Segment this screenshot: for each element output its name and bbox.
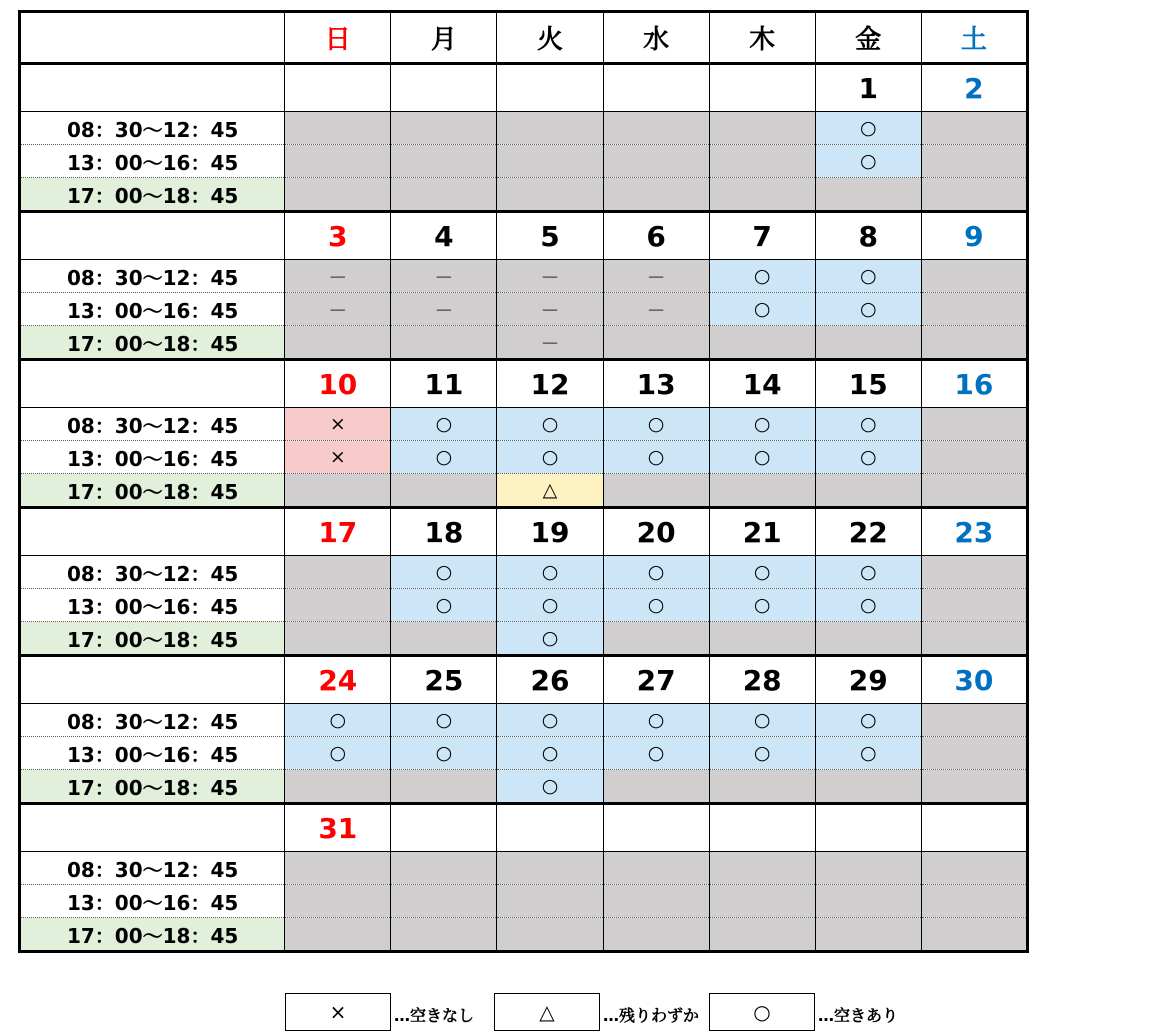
slot-cell-none: [815, 474, 921, 508]
legend-label-few: …残りわずか: [603, 1006, 700, 1025]
date-cell: [603, 804, 709, 852]
slot-cell-none: －: [603, 293, 709, 326]
slot-cell-none: [391, 852, 497, 885]
date-cell: 29: [815, 656, 921, 704]
slot-cell-none: [497, 178, 603, 212]
slot-cell-open[interactable]: ○: [815, 441, 921, 474]
slot-cell-none: [709, 474, 815, 508]
time-slot-row: [20, 145, 1028, 178]
weekday-header-5: 金: [815, 12, 921, 64]
slot-cell-none: [285, 770, 391, 804]
time-slot-label: 17：00〜18：45: [20, 918, 285, 952]
time-slot-label: 17：00〜18：45: [20, 622, 285, 656]
slot-cell-none: [497, 885, 603, 918]
time-slot-label: 13：00〜16：45: [20, 589, 285, 622]
date-cell: 5: [497, 212, 603, 260]
slot-cell-open[interactable]: ○: [497, 589, 603, 622]
time-slot-row: [20, 704, 1028, 737]
slot-cell-none: [497, 918, 603, 952]
slot-cell-open[interactable]: ○: [603, 408, 709, 441]
slot-cell-open[interactable]: ○: [391, 589, 497, 622]
date-cell: [709, 804, 815, 852]
slot-cell-open[interactable]: ○: [391, 441, 497, 474]
date-cell: 25: [391, 656, 497, 704]
slot-cell-none: [921, 474, 1027, 508]
date-cell: 30: [921, 656, 1027, 704]
slot-cell-open[interactable]: ○: [709, 260, 815, 293]
week-date-row: [20, 360, 1028, 408]
slot-cell-none: [391, 178, 497, 212]
week-date-row: [20, 804, 1028, 852]
slot-cell-open[interactable]: ○: [391, 704, 497, 737]
week-label-blank: [20, 64, 285, 112]
slot-cell-open[interactable]: ○: [391, 737, 497, 770]
slot-cell-none: －: [285, 293, 391, 326]
slot-cell-none: [921, 622, 1027, 656]
date-cell: 7: [709, 212, 815, 260]
date-cell: 21: [709, 508, 815, 556]
slot-cell-none: [921, 737, 1027, 770]
slot-cell-none: [603, 770, 709, 804]
slot-cell-none: [391, 885, 497, 918]
date-cell: [497, 64, 603, 112]
week-label-blank: [20, 360, 285, 408]
slot-cell-none: [391, 918, 497, 952]
slot-cell-none: [921, 178, 1027, 212]
slot-cell-open[interactable]: ○: [285, 737, 391, 770]
time-slot-row: [20, 293, 1028, 326]
time-slot-label: 17：00〜18：45: [20, 326, 285, 360]
date-cell: [285, 64, 391, 112]
week-date-row: [20, 64, 1028, 112]
slot-cell-none: [603, 145, 709, 178]
slot-cell-none: [709, 885, 815, 918]
slot-cell-none: [709, 145, 815, 178]
time-slot-label: 13：00〜16：45: [20, 293, 285, 326]
slot-cell-none: [709, 770, 815, 804]
date-cell: [921, 804, 1027, 852]
slot-cell-full: ×: [285, 408, 391, 441]
slot-cell-open[interactable]: ○: [497, 737, 603, 770]
time-slot-label: 08：30〜12：45: [20, 112, 285, 145]
time-slot-row: [20, 589, 1028, 622]
slot-cell-none: －: [391, 260, 497, 293]
availability-calendar: [18, 10, 1029, 953]
slot-cell-none: [921, 589, 1027, 622]
slot-cell-open[interactable]: ○: [709, 441, 815, 474]
slot-cell-open[interactable]: ○: [815, 260, 921, 293]
slot-cell-open[interactable]: ○: [285, 704, 391, 737]
time-slot-label: 17：00〜18：45: [20, 178, 285, 212]
slot-cell-open[interactable]: ○: [497, 441, 603, 474]
week-date-row: [20, 508, 1028, 556]
date-cell: 28: [709, 656, 815, 704]
slot-cell-none: [391, 112, 497, 145]
slot-cell-open[interactable]: ○: [497, 408, 603, 441]
date-cell: 23: [921, 508, 1027, 556]
weekday-header-3: 水: [603, 12, 709, 64]
slot-cell-none: －: [603, 260, 709, 293]
time-slot-row: [20, 852, 1028, 885]
slot-cell-none: [285, 112, 391, 145]
date-cell: 27: [603, 656, 709, 704]
slot-cell-none: [391, 622, 497, 656]
slot-cell-none: [285, 885, 391, 918]
time-slot-label: 13：00〜16：45: [20, 145, 285, 178]
date-cell: [391, 804, 497, 852]
date-cell: 20: [603, 508, 709, 556]
date-cell: 24: [285, 656, 391, 704]
slot-cell-open[interactable]: ○: [603, 704, 709, 737]
time-slot-row: [20, 622, 1028, 656]
week-label-blank: [20, 656, 285, 704]
slot-cell-none: －: [497, 260, 603, 293]
slot-cell-open[interactable]: ○: [603, 589, 709, 622]
slot-cell-none: [285, 145, 391, 178]
slot-cell-none: [921, 556, 1027, 589]
date-cell: [603, 64, 709, 112]
slot-cell-open[interactable]: ○: [709, 556, 815, 589]
date-cell: [709, 64, 815, 112]
time-slot-row: [20, 260, 1028, 293]
slot-cell-open[interactable]: ○: [815, 704, 921, 737]
legend-symbol-full: ×: [285, 993, 391, 1031]
date-cell: 22: [815, 508, 921, 556]
slot-cell-none: [391, 326, 497, 360]
legend-label-open: …空きあり: [818, 1006, 899, 1025]
slot-cell-none: [815, 326, 921, 360]
time-slot-row: [20, 441, 1028, 474]
slot-cell-none: [285, 622, 391, 656]
slot-cell-few[interactable]: △: [497, 474, 603, 508]
slot-cell-none: [815, 770, 921, 804]
date-cell: [391, 64, 497, 112]
slot-cell-none: －: [285, 260, 391, 293]
slot-cell-none: [921, 885, 1027, 918]
slot-cell-open[interactable]: ○: [815, 556, 921, 589]
date-cell: 2: [921, 64, 1027, 112]
date-cell: 26: [497, 656, 603, 704]
legend-symbol-few: △: [494, 993, 600, 1031]
slot-cell-open[interactable]: ○: [815, 112, 921, 145]
time-slot-label: 13：00〜16：45: [20, 737, 285, 770]
slot-cell-none: [921, 852, 1027, 885]
slot-cell-none: [921, 326, 1027, 360]
slot-cell-none: [921, 145, 1027, 178]
weekday-header-1: 月: [391, 12, 497, 64]
week-label-blank: [20, 212, 285, 260]
time-slot-row: [20, 918, 1028, 952]
slot-cell-none: [391, 770, 497, 804]
slot-cell-none: [709, 918, 815, 952]
slot-cell-none: [285, 178, 391, 212]
date-cell: 10: [285, 360, 391, 408]
slot-cell-open[interactable]: ○: [603, 737, 709, 770]
date-cell: 18: [391, 508, 497, 556]
slot-cell-none: －: [497, 293, 603, 326]
slot-cell-none: [497, 145, 603, 178]
weekday-header-6: 土: [921, 12, 1027, 64]
slot-cell-none: [921, 441, 1027, 474]
time-slot-row: [20, 408, 1028, 441]
date-cell: [497, 804, 603, 852]
slot-cell-none: [709, 112, 815, 145]
slot-cell-none: [815, 178, 921, 212]
slot-cell-none: [603, 885, 709, 918]
slot-cell-open[interactable]: ○: [709, 704, 815, 737]
slot-cell-none: [497, 112, 603, 145]
slot-cell-none: [921, 918, 1027, 952]
weekday-header-0: 日: [285, 12, 391, 64]
date-cell: 4: [391, 212, 497, 260]
time-slot-label: 08：30〜12：45: [20, 704, 285, 737]
slot-cell-none: [921, 260, 1027, 293]
time-slot-label: 08：30〜12：45: [20, 408, 285, 441]
slot-cell-none: [603, 326, 709, 360]
week-date-row: [20, 212, 1028, 260]
date-cell: 11: [391, 360, 497, 408]
slot-cell-none: [603, 112, 709, 145]
slot-cell-open[interactable]: ○: [603, 556, 709, 589]
date-cell: 31: [285, 804, 391, 852]
date-cell: [815, 804, 921, 852]
slot-cell-none: [391, 474, 497, 508]
slot-cell-none: [921, 408, 1027, 441]
date-cell: 13: [603, 360, 709, 408]
slot-cell-open[interactable]: ○: [497, 704, 603, 737]
slot-cell-open[interactable]: ○: [391, 556, 497, 589]
slot-cell-none: [815, 622, 921, 656]
slot-cell-none: [603, 918, 709, 952]
slot-cell-full: ×: [285, 441, 391, 474]
slot-cell-open[interactable]: ○: [815, 589, 921, 622]
date-cell: 14: [709, 360, 815, 408]
slot-cell-none: [285, 918, 391, 952]
slot-cell-none: [285, 852, 391, 885]
date-cell: 6: [603, 212, 709, 260]
slot-cell-none: [921, 293, 1027, 326]
slot-cell-open[interactable]: ○: [497, 556, 603, 589]
time-slot-label: 17：00〜18：45: [20, 474, 285, 508]
slot-cell-none: [497, 852, 603, 885]
slot-cell-none: [709, 852, 815, 885]
slot-cell-open[interactable]: ○: [497, 622, 603, 656]
date-cell: 1: [815, 64, 921, 112]
weekday-header-row: [20, 12, 1028, 64]
slot-cell-none: －: [391, 293, 497, 326]
week-label-blank: [20, 508, 285, 556]
time-slot-row: [20, 112, 1028, 145]
slot-cell-open[interactable]: ○: [603, 441, 709, 474]
slot-cell-open[interactable]: ○: [815, 145, 921, 178]
legend-symbol-open: ○: [709, 993, 815, 1031]
legend-label-full: …空きなし: [394, 1006, 475, 1025]
slot-cell-none: [709, 326, 815, 360]
slot-cell-none: [603, 474, 709, 508]
slot-cell-none: [391, 145, 497, 178]
slot-cell-open[interactable]: ○: [709, 408, 815, 441]
slot-cell-none: [285, 326, 391, 360]
header-corner-cell: [20, 12, 285, 64]
time-slot-label: 13：00〜16：45: [20, 441, 285, 474]
date-cell: 9: [921, 212, 1027, 260]
date-cell: 8: [815, 212, 921, 260]
time-slot-row: [20, 885, 1028, 918]
date-cell: 3: [285, 212, 391, 260]
slot-cell-open[interactable]: ○: [815, 737, 921, 770]
slot-cell-open[interactable]: ○: [815, 408, 921, 441]
time-slot-label: 08：30〜12：45: [20, 556, 285, 589]
slot-cell-none: [815, 885, 921, 918]
time-slot-row: [20, 178, 1028, 212]
slot-cell-none: [709, 622, 815, 656]
week-label-blank: [20, 804, 285, 852]
slot-cell-none: [921, 704, 1027, 737]
week-date-row: [20, 656, 1028, 704]
time-slot-row: [20, 326, 1028, 360]
slot-cell-none: [285, 589, 391, 622]
slot-cell-open[interactable]: ○: [709, 737, 815, 770]
time-slot-label: 17：00〜18：45: [20, 770, 285, 804]
date-cell: 15: [815, 360, 921, 408]
slot-cell-open[interactable]: ○: [815, 293, 921, 326]
slot-cell-none: [603, 852, 709, 885]
slot-cell-open[interactable]: ○: [709, 293, 815, 326]
date-cell: 12: [497, 360, 603, 408]
weekday-header-2: 火: [497, 12, 603, 64]
slot-cell-none: [815, 918, 921, 952]
date-cell: 19: [497, 508, 603, 556]
weekday-header-4: 木: [709, 12, 815, 64]
time-slot-row: [20, 737, 1028, 770]
slot-cell-none: [815, 852, 921, 885]
slot-cell-none: [921, 112, 1027, 145]
time-slot-row: [20, 770, 1028, 804]
slot-cell-none: [285, 474, 391, 508]
date-cell: 17: [285, 508, 391, 556]
date-cell: 16: [921, 360, 1027, 408]
time-slot-row: [20, 556, 1028, 589]
slot-cell-open[interactable]: ○: [709, 589, 815, 622]
slot-cell-open[interactable]: ○: [391, 408, 497, 441]
slot-cell-none: [709, 178, 815, 212]
slot-cell-none: －: [497, 326, 603, 360]
slot-cell-none: [603, 622, 709, 656]
time-slot-label: 08：30〜12：45: [20, 260, 285, 293]
slot-cell-none: [603, 178, 709, 212]
time-slot-label: 08：30〜12：45: [20, 852, 285, 885]
slot-cell-none: [921, 770, 1027, 804]
slot-cell-open[interactable]: ○: [497, 770, 603, 804]
slot-cell-none: [285, 556, 391, 589]
time-slot-label: 13：00〜16：45: [20, 885, 285, 918]
time-slot-row: [20, 474, 1028, 508]
